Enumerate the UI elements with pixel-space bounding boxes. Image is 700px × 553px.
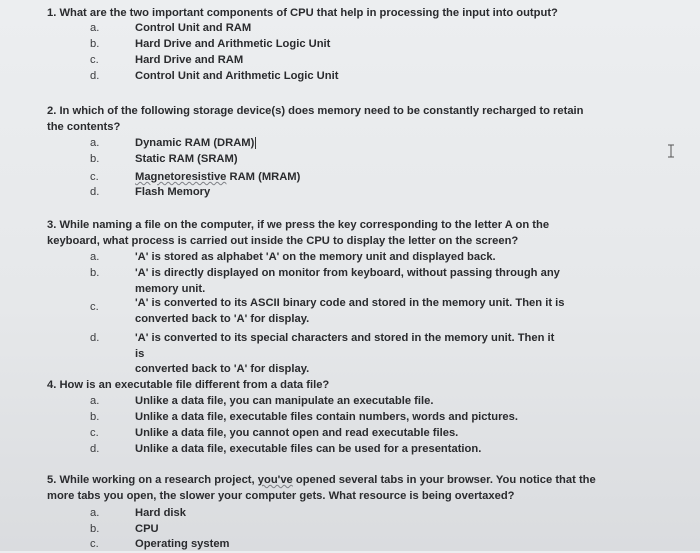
option-letter: b. xyxy=(90,411,100,423)
option-letter: d. xyxy=(90,332,100,344)
question-2-line-2: the contents? xyxy=(47,120,121,133)
option-letter: d. xyxy=(90,186,100,198)
option-text: Control Unit and Arithmetic Logic Unit xyxy=(135,70,339,82)
option-text: Hard Drive and Arithmetic Logic Unit xyxy=(135,38,331,50)
option-letter: a. xyxy=(90,395,100,407)
spellcheck-word: you've xyxy=(257,474,293,486)
option-text: Unlike a data file, you can manipulate an executable file. xyxy=(135,395,434,407)
option-letter: a. xyxy=(90,22,100,34)
option-text: Hard Drive and RAM xyxy=(135,54,244,66)
option-letter: b. xyxy=(90,38,100,50)
option-letter: a. xyxy=(90,507,100,519)
question-1-text: 1. What are the two important components of CPU that help in processing the input into output? xyxy=(47,7,558,19)
option-text: Static RAM (SRAM) xyxy=(135,153,238,165)
option-letter: b. xyxy=(90,523,100,535)
option-text: Flash Memory xyxy=(135,186,211,198)
question-5-text xyxy=(47,473,647,504)
option-text: Magnetoresistive RAM (MRAM) xyxy=(135,171,301,183)
option-letter: c. xyxy=(90,171,99,183)
question-3-text xyxy=(47,218,647,249)
option-letter: c. xyxy=(90,538,99,550)
option-text: Unlike a data file, executable files can be used for a presentation. xyxy=(135,443,482,455)
question-2-line-1: 2. In which of the following storage device(s) does memory need to be constantly recharged to retain xyxy=(47,105,584,117)
option-text: CPU xyxy=(135,523,159,535)
option-letter: a. xyxy=(90,251,100,263)
question-5-line-2: more tabs you open, the slower your computer gets. What resource is being overtaxed? xyxy=(47,489,515,502)
option-letter: d. xyxy=(90,70,100,82)
option-text: Dynamic RAM (DRAM) xyxy=(135,137,255,149)
question-3-line-1: 3. While naming a file on the computer, if we press the key corresponding to the letter A on the xyxy=(47,219,550,231)
spellcheck-word: Magnetoresistive xyxy=(135,171,227,183)
question-5-line-1: 5. While working on a research project, you've opened several tabs in your browser. You notice that the xyxy=(47,474,596,486)
option-letter: a. xyxy=(90,137,100,149)
option-letter: b. xyxy=(90,153,100,165)
option-letter: c. xyxy=(90,301,99,313)
text-cursor xyxy=(255,137,256,149)
option-letter: b. xyxy=(90,267,100,279)
ibeam-cursor-icon xyxy=(666,144,676,158)
option-text: Unlike a data file, executable files contain numbers, words and pictures. xyxy=(135,411,518,423)
option-text: Hard disk xyxy=(135,507,186,519)
question-4-text: 4. How is an executable file different from a data file? xyxy=(47,379,330,391)
option-text: 'A' is converted to its special characters and stored in the memory unit. Then it is converted back to 'A' for display. xyxy=(135,332,555,376)
option-text: Control Unit and RAM xyxy=(135,22,252,34)
option-text: 'A' is directly displayed on monitor from keyboard, without passing through any memory unit. xyxy=(135,267,560,295)
option-letter: d. xyxy=(90,443,100,455)
question-2-text xyxy=(47,104,647,135)
option-text: 'A' is converted to its ASCII binary code and stored in the memory unit. Then it is converted back to 'A' for display. xyxy=(135,297,565,325)
option-text: Unlike a data file, you cannot open and read executable files. xyxy=(135,427,459,439)
option-letter: c. xyxy=(90,427,99,439)
question-3-line-2: keyboard, what process is carried out inside the CPU to display the letter on the screen? xyxy=(47,234,519,247)
option-letter: c. xyxy=(90,54,99,66)
option-text: 'A' is stored as alphabet 'A' on the memory unit and displayed back. xyxy=(135,251,496,263)
option-text: Operating system xyxy=(135,538,230,550)
